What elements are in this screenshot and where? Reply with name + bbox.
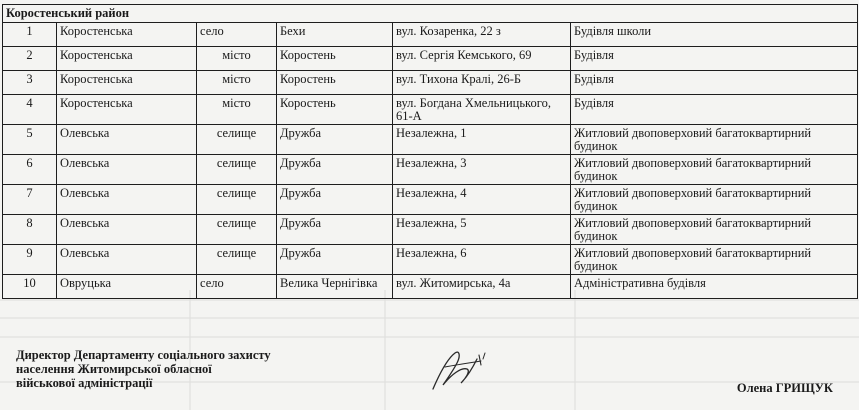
address-cell: вул. Сергія Кемського, 69 <box>393 47 571 71</box>
handwritten-signature-icon <box>425 345 500 395</box>
row-number: 5 <box>3 125 57 155</box>
community-cell: Овруцька <box>57 275 197 299</box>
table-row <box>3 125 858 155</box>
signer-title <box>16 348 316 390</box>
building-cell: Будівля <box>571 71 858 95</box>
settlement-cell: Коростень <box>277 71 393 95</box>
address-cell: вул. Богдана Хмельницького, 61-А <box>393 95 571 125</box>
settlement-type-cell: селище <box>197 185 277 215</box>
row-number: 1 <box>3 23 57 47</box>
building-cell: Адміністративна будівля <box>571 275 858 299</box>
row-number: 7 <box>3 185 57 215</box>
building-cell: Житловий двоповерховий багатоквартирний будинок <box>571 155 858 185</box>
row-number: 8 <box>3 215 57 245</box>
settlement-type-cell: селище <box>197 215 277 245</box>
table-row <box>3 23 858 47</box>
row-number: 9 <box>3 245 57 275</box>
settlement-type-cell: місто <box>197 47 277 71</box>
building-cell: Будівля <box>571 47 858 71</box>
registry-sheet <box>2 4 857 299</box>
address-cell: вул. Тихона Кралі, 26-Б <box>393 71 571 95</box>
building-cell: Житловий двоповерховий багатоквартирний будинок <box>571 125 858 155</box>
table-row <box>3 47 858 71</box>
table-row <box>3 215 858 245</box>
address-cell: Незалежна, 5 <box>393 215 571 245</box>
community-cell: Коростенська <box>57 23 197 47</box>
settlement-cell: Коростень <box>277 95 393 125</box>
address-cell: Незалежна, 4 <box>393 185 571 215</box>
buildings-table <box>2 4 858 299</box>
settlement-cell: Дружба <box>277 155 393 185</box>
community-cell: Коростенська <box>57 47 197 71</box>
table-row <box>3 275 858 299</box>
signer-title-line: Директор Департаменту соціального захисту <box>16 348 271 362</box>
community-cell: Коростенська <box>57 95 197 125</box>
signer-name: Олена ГРИЩУК <box>736 381 833 395</box>
settlement-cell: Коростень <box>277 47 393 71</box>
row-number: 3 <box>3 71 57 95</box>
table-row <box>3 155 858 185</box>
table-row <box>3 245 858 275</box>
settlement-type-cell: селище <box>197 155 277 185</box>
settlement-type-cell: селище <box>197 125 277 155</box>
settlement-type-cell: селище <box>197 245 277 275</box>
region-header: Коростенський район <box>3 5 858 23</box>
building-cell: Житловий двоповерховий багатоквартирний будинок <box>571 245 858 275</box>
row-number: 2 <box>3 47 57 71</box>
row-number: 6 <box>3 155 57 185</box>
building-cell: Житловий двоповерховий багатоквартирний будинок <box>571 215 858 245</box>
settlement-cell: Дружба <box>277 245 393 275</box>
settlement-type-cell: місто <box>197 71 277 95</box>
community-cell: Олевська <box>57 155 197 185</box>
building-cell: Житловий двоповерховий багатоквартирний будинок <box>571 185 858 215</box>
community-cell: Олевська <box>57 215 197 245</box>
settlement-type-cell: село <box>197 275 277 299</box>
table-row <box>3 185 858 215</box>
signature-block <box>0 345 859 410</box>
settlement-type-cell: село <box>197 23 277 47</box>
settlement-cell: Бехи <box>277 23 393 47</box>
settlement-cell: Велика Чернігівка <box>277 275 393 299</box>
signer-title-line: населення Житомирської обласної <box>16 362 212 376</box>
community-cell: Олевська <box>57 125 197 155</box>
community-cell: Коростенська <box>57 71 197 95</box>
settlement-cell: Дружба <box>277 125 393 155</box>
settlement-cell: Дружба <box>277 215 393 245</box>
address-cell: Незалежна, 6 <box>393 245 571 275</box>
address-cell: вул. Житомирська, 4а <box>393 275 571 299</box>
community-cell: Олевська <box>57 185 197 215</box>
building-cell: Будівля школи <box>571 23 858 47</box>
address-cell: Незалежна, 3 <box>393 155 571 185</box>
settlement-type-cell: місто <box>197 95 277 125</box>
building-cell: Будівля <box>571 95 858 125</box>
row-number: 4 <box>3 95 57 125</box>
signer-title-line: військової адміністрації <box>16 376 153 390</box>
table-row <box>3 95 858 125</box>
row-number: 10 <box>3 275 57 299</box>
table-row <box>3 71 858 95</box>
address-cell: Незалежна, 1 <box>393 125 571 155</box>
settlement-cell: Дружба <box>277 185 393 215</box>
address-cell: вул. Козаренка, 22 з <box>393 23 571 47</box>
community-cell: Олевська <box>57 245 197 275</box>
